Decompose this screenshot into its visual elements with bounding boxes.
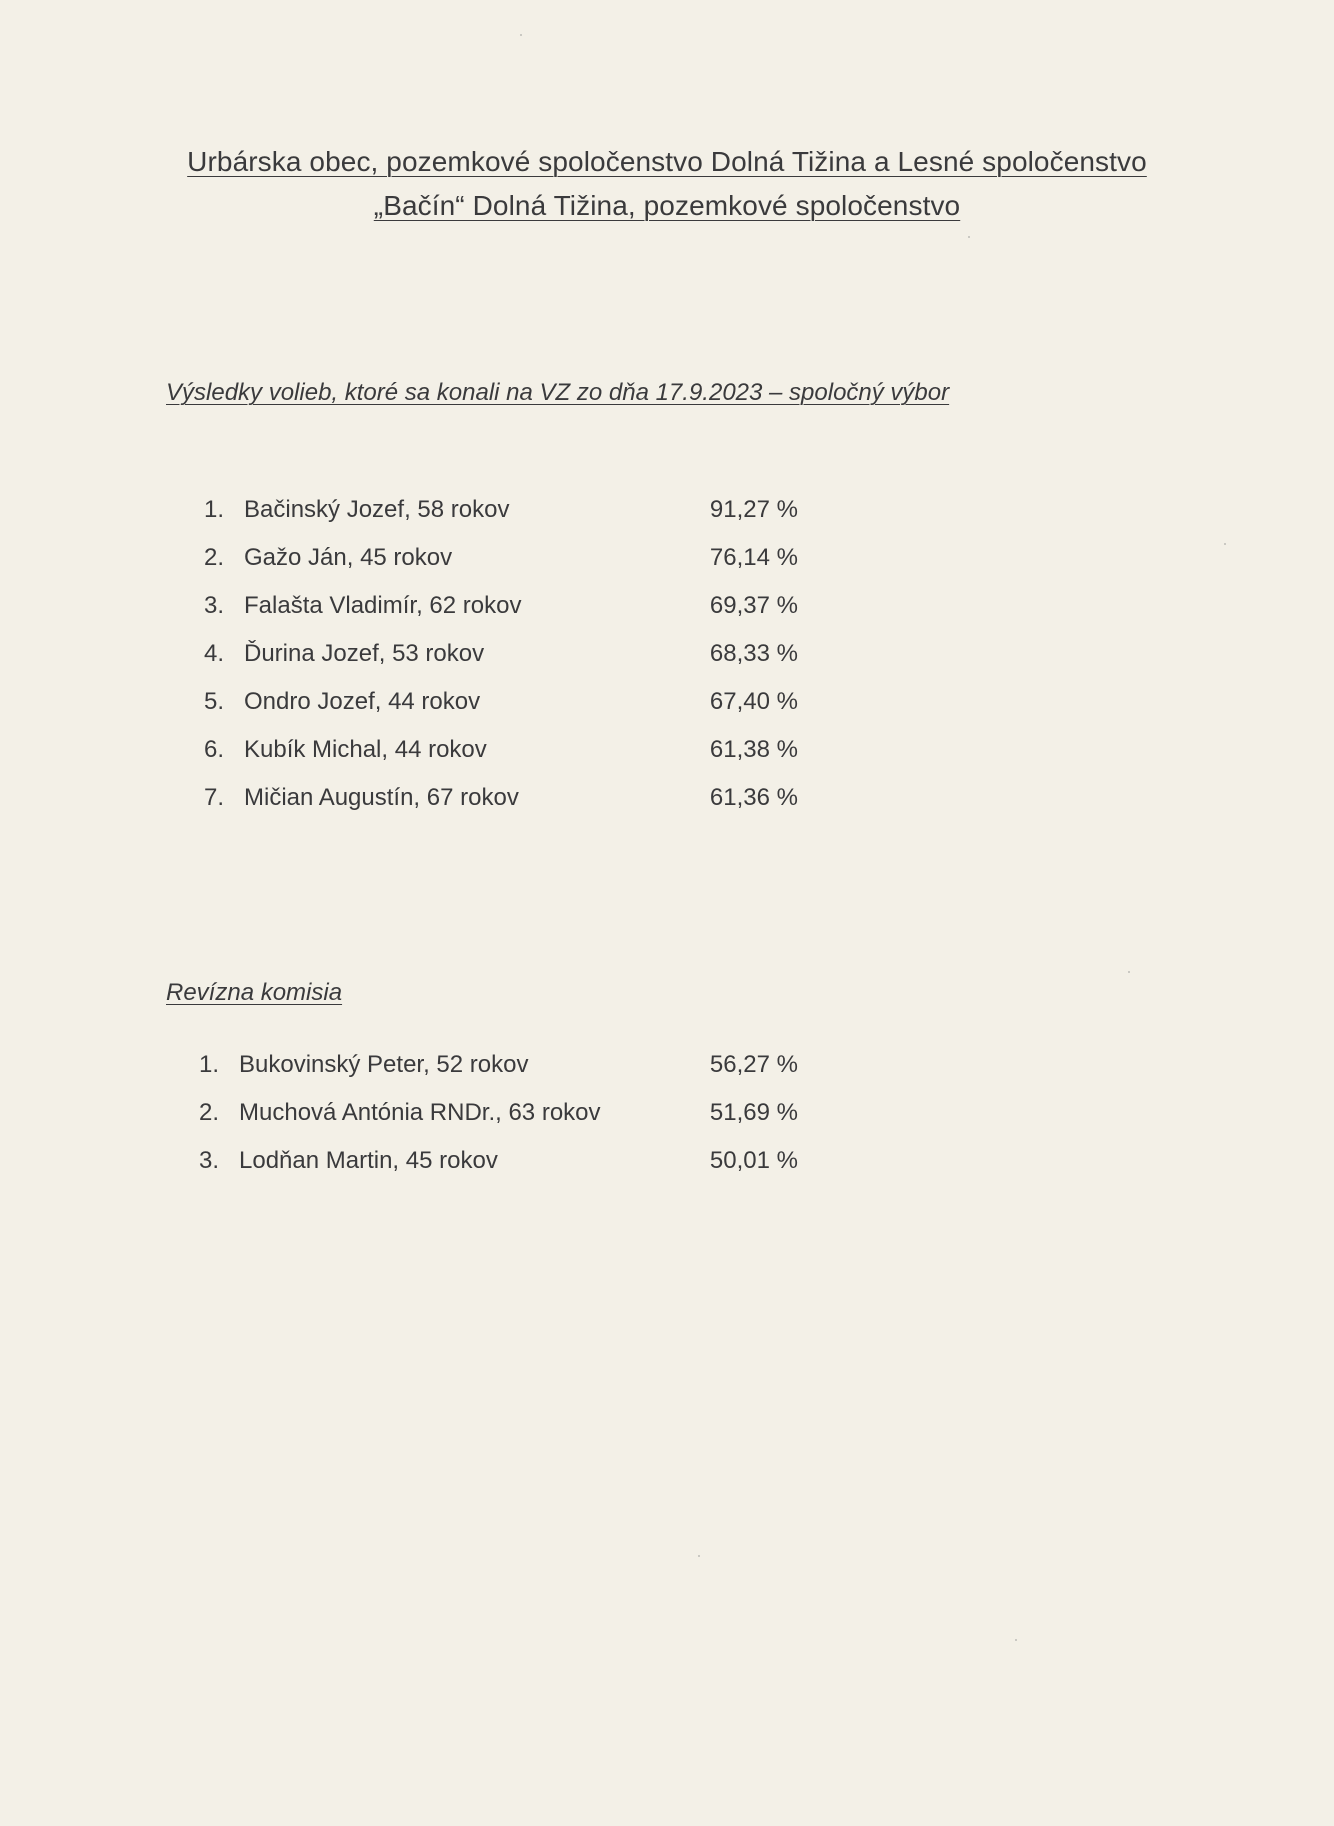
vote-percent: 50,01 %: [709, 1147, 798, 1174]
row-number: 1.: [204, 496, 225, 523]
candidate-name: Ďurina Jozef, 53 rokov: [244, 640, 485, 667]
row-number: 1.: [199, 1051, 220, 1078]
list-item: [199, 1099, 799, 1147]
row-number: 7.: [204, 784, 225, 811]
document-title-line-1: Urbárska obec, pozemkové spoločenstvo Dolná Tižina a Lesné spoločenstvo: [187, 146, 1147, 177]
scan-speck: [1128, 971, 1130, 973]
scan-speck: [698, 1555, 700, 1557]
candidate-name: Falašta Vladimír, 62 rokov: [244, 592, 522, 619]
vote-percent: 68,33 %: [709, 640, 798, 667]
scan-speck: [1224, 543, 1226, 545]
vote-percent: 67,40 %: [709, 688, 798, 715]
list-item: [204, 640, 804, 688]
candidate-name: Bukovinský Peter, 52 rokov: [239, 1051, 529, 1078]
results-list-vybor: [204, 496, 804, 832]
scan-speck: [520, 34, 522, 36]
vote-percent: 61,36 %: [709, 784, 798, 811]
candidate-name: Kubík Michal, 44 rokov: [244, 736, 487, 763]
row-number: 3.: [199, 1147, 220, 1174]
vote-percent: 56,27 %: [709, 1051, 798, 1078]
row-number: 6.: [204, 736, 225, 763]
list-item: [199, 1051, 799, 1099]
list-item: [204, 592, 804, 640]
vote-percent: 61,38 %: [709, 736, 798, 763]
document-header: [0, 140, 1334, 228]
scan-speck: [1015, 1639, 1017, 1641]
scan-speck: [968, 236, 970, 238]
vote-percent: 91,27 %: [709, 496, 798, 523]
candidate-name: Mičian Augustín, 67 rokov: [244, 784, 519, 811]
list-item: [204, 496, 804, 544]
vote-percent: 69,37 %: [709, 592, 798, 619]
vote-percent: 76,14 %: [709, 544, 798, 571]
candidate-name: Gažo Ján, 45 rokov: [244, 544, 453, 571]
section-heading-revizna: Revízna komisia: [166, 979, 343, 1006]
document-title-line-2: „Bačín“ Dolná Tižina, pozemkové spoločenstvo: [373, 190, 961, 221]
list-item: [204, 544, 804, 592]
results-list-revizna: [199, 1051, 799, 1195]
candidate-name: Muchová Antónia RNDr., 63 rokov: [239, 1099, 601, 1126]
row-number: 3.: [204, 592, 225, 619]
row-number: 5.: [204, 688, 225, 715]
list-item: [204, 784, 804, 832]
section-heading-vybor: Výsledky volieb, ktoré sa konali na VZ zo dňa 17.9.2023 – spoločný výbor: [166, 379, 950, 406]
vote-percent: 51,69 %: [709, 1099, 798, 1126]
candidate-name: Bačinský Jozef, 58 rokov: [244, 496, 510, 523]
list-item: [204, 736, 804, 784]
list-item: [204, 688, 804, 736]
candidate-name: Lodňan Martin, 45 rokov: [239, 1147, 498, 1174]
list-item: [199, 1147, 799, 1195]
candidate-name: Ondro Jozef, 44 rokov: [244, 688, 481, 715]
row-number: 2.: [199, 1099, 220, 1126]
row-number: 2.: [204, 544, 225, 571]
row-number: 4.: [204, 640, 225, 667]
